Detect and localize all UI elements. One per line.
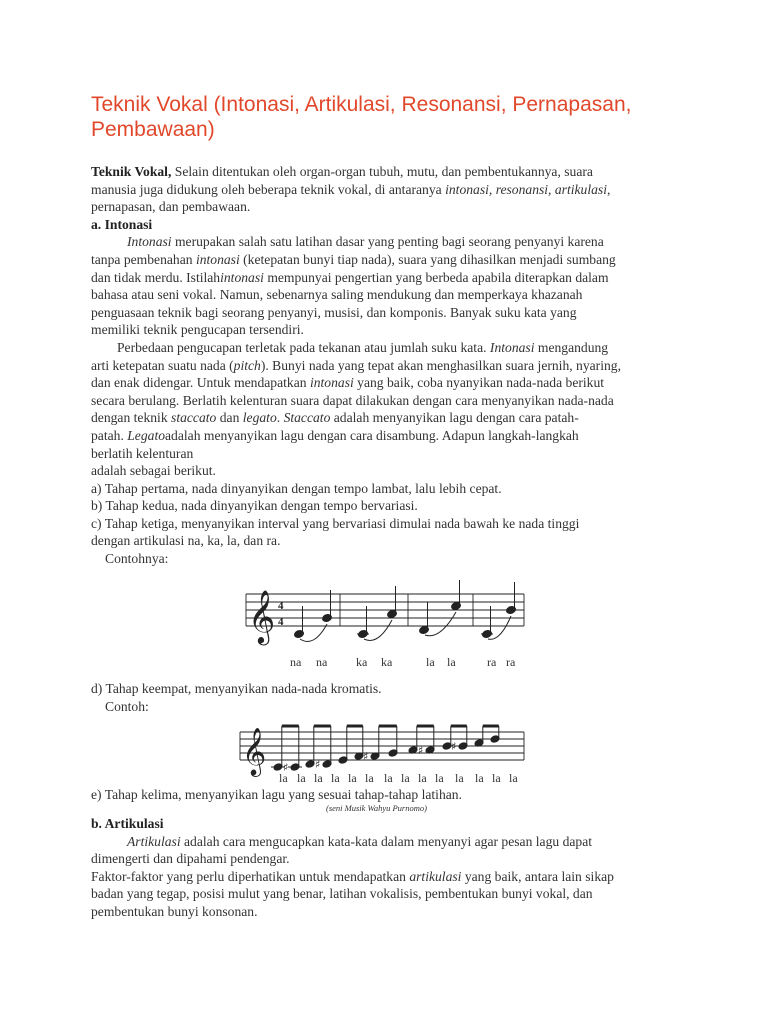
steps-d <box>91 680 691 715</box>
lyric-syllable: la <box>279 771 288 785</box>
step-a: a) Tahap pertama, nada dinyanyikan dengan tempo lambat, lalu lebih cepat. <box>91 480 502 496</box>
lyric-syllable: la <box>447 655 456 669</box>
svg-text:4: 4 <box>278 616 284 628</box>
lyric-syllable: ra <box>506 655 516 669</box>
lyric-syllable: la <box>384 771 393 785</box>
step-b: b) Tahap kedua, nada dinyanyikan dengan tempo bervariasi. <box>91 498 418 514</box>
music-staff-chromatic <box>238 712 528 786</box>
lyric-syllable: la <box>418 771 427 785</box>
lyric-syllable: la <box>314 771 323 785</box>
section-heading-artikulasi: b. Artikulasi <box>91 816 164 831</box>
lyric-syllable: la <box>475 771 484 785</box>
lyric-syllable: la <box>348 771 357 785</box>
lyric-syllable: la <box>297 771 306 785</box>
step-d: d) Tahap keempat, menyanyikan nada-nada kromatis. <box>91 681 382 696</box>
lyric-syllable: la <box>426 655 435 669</box>
source-caption: (seni Musik Wahyu Purnomo) <box>326 803 427 813</box>
svg-text:4: 4 <box>278 600 284 612</box>
step-e-block <box>91 786 691 804</box>
sharp-icon: ♯ <box>363 750 369 763</box>
lyric-syllable: ra <box>487 655 497 669</box>
sharp-icon: ♯ <box>451 740 457 753</box>
example-label-2: Contoh: <box>105 698 149 714</box>
lyric-syllable: ka <box>381 655 393 669</box>
lyric-syllable: la <box>331 771 340 785</box>
step-e: e) Tahap kelima, menyanyikan lagu yang sesuai tahap-tahap latihan. <box>91 787 462 802</box>
intro-paragraph: Teknik Vokal, Selain ditentukan oleh organ-organ tubuh, mutu, dan pembentukannya, suara manusia juga didukung oleh beberapa teknik vokal, di antaranya intonasi, resonansi, artikulasi, pernapasan, dan pembawaan. a. Intonasi Intonasi merupakan salah satu latihan dasar yang penting bagi seorang penyanyi karena tanpa pembenahan intonasi (ketepatan bunyi tiap nada), suara yang dihasilkan menjadi sumbang dan tidak merdu. Istilahintonasi mempunyai pengertian yang berbeda apabila diterapkan dalam bahasa atau seni vokal. Namun, sebenarnya saling mendukung dan memperkaya khazanah penguasaan teknik bagi seorang penyanyi, musisi, dan komponis. Banyak suku kata yang memiliki teknik pengucapan tersendiri. Perbedaan pengucapan terletak pada tekanan atau jumlah suku kata. Intonasi mengandung arti ketepatan suatu nada (pitch). Bunyi nada yang tepat akan menghasilkan suara jernih, nyaring, dan enak didengar. Untuk mendapatkan intonasi yang baik, coba nyanyikan nada-nada berikut secara berulang. Berlatih kelenturan suara dapat dilakukan dengan cara menyanyikan nada-nada dengan teknik staccato dan legato. Staccato adalah menyanyikan lagu dengan cara patah- patah. Legatoadalah menyanyikan lagu dengan cara disambung. Adapun langkah-langkah berlatih kelenturan adalah sebagai berikut. a) Tahap pertama, nada dinyanyikan dengan tempo lambat, lalu lebih cepat. b) Tahap kedua, nada dinyanyikan dengan tempo bervariasi. c) Tahap ketiga, menyanyikan interval yang bervariasi dimulai nada bawah ke nada tinggi dengan artikulasi na, ka, la, dan ra. Contohnya: <box>91 163 691 568</box>
lyric-syllable: la <box>401 771 410 785</box>
lyric-syllable: la <box>365 771 374 785</box>
lyric-syllable: la <box>455 771 464 785</box>
lyric-syllable: na <box>316 655 328 669</box>
music-staff-intervals <box>240 580 530 675</box>
treble-clef-icon-2: 𝄞 <box>242 727 267 775</box>
sharp-icon: ♯ <box>283 761 289 774</box>
section-artikulasi: b. Artikulasi Artikulasi adalah cara mengucapkan kata-kata dalam menyanyi agar pesan lagu dapat dimengerti dan dipahami pendengar. Faktor-faktor yang perlu diperhatikan untuk mendapatkan artikulasi yang baik, antara lain sikap badan yang tegap, posisi mulut yang benar, latihan vokalisis, pembentukan bunyi vokal, dan pembentukan bunyi konsonan. <box>91 815 691 921</box>
step-c: c) Tahap ketiga, menyanyikan interval yang bervariasi dimulai nada bawah ke nada tinggi <box>91 515 580 531</box>
lyric-syllable: la <box>492 771 501 785</box>
sharp-icon: ♯ <box>418 744 424 757</box>
lyric-syllable: na <box>290 655 302 669</box>
sharp-icon: ♯ <box>315 758 321 771</box>
section-heading-intonasi: a. Intonasi <box>91 216 153 232</box>
lyric-syllable: ka <box>356 655 368 669</box>
treble-clef-icon: 𝄞 <box>248 589 276 643</box>
example-label: Contohnya: <box>105 551 169 567</box>
lyric-syllable: la <box>509 771 518 785</box>
lyric-syllable: la <box>435 771 444 785</box>
page-title: Teknik Vokal (Intonasi, Artikulasi, Resonansi, Pernapasan, Pembawaan) <box>91 93 632 141</box>
